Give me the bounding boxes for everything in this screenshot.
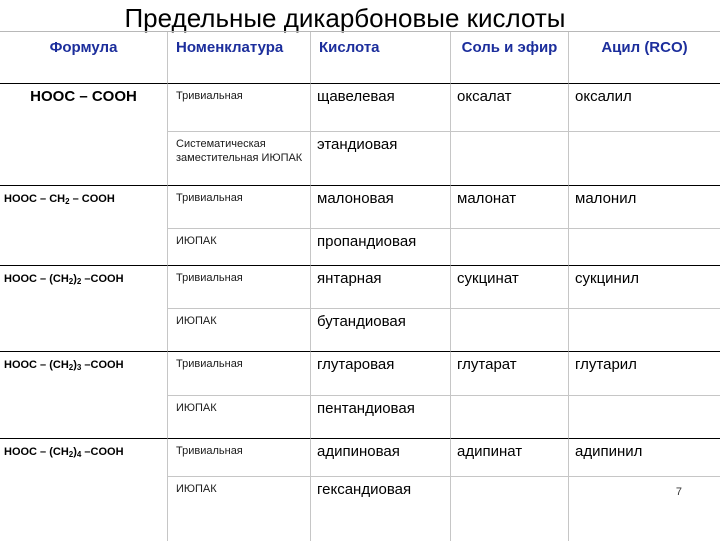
formula-text: HOOC – (CH bbox=[4, 446, 69, 458]
header-acid: Кислота bbox=[311, 32, 451, 84]
formula-cell bbox=[0, 266, 168, 352]
acyl-cell bbox=[569, 309, 720, 352]
formula-subscript: 2 bbox=[76, 277, 82, 286]
formula-text: –COOH bbox=[81, 446, 124, 458]
salt-cell: глутарат bbox=[451, 352, 569, 396]
formula-subscript: 4 bbox=[76, 450, 82, 459]
salt-cell: малонат bbox=[451, 186, 569, 229]
formula-text: ) bbox=[73, 359, 77, 371]
nomenclature-cell: ИЮПАК bbox=[168, 309, 311, 352]
salt-cell bbox=[451, 229, 569, 266]
formula-text: HOOC – COOH bbox=[30, 88, 137, 105]
nomenclature-cell: Тривиальная bbox=[168, 266, 311, 309]
header-acyl: Ацил (RCO) bbox=[569, 32, 720, 84]
formula-text: HOOC – (CH bbox=[4, 273, 69, 285]
formula-text: HOOC – CH bbox=[4, 193, 66, 205]
acyl-cell: адипинил bbox=[569, 439, 720, 477]
acid-cell: бутандиовая bbox=[311, 309, 451, 352]
formula-cell bbox=[0, 84, 168, 186]
acid-cell: глутаровая bbox=[311, 352, 451, 396]
acid-cell: гександиовая bbox=[311, 477, 451, 541]
acid-cell: пентандиовая bbox=[311, 396, 451, 439]
nomenclature-cell: Тривиальная bbox=[168, 439, 311, 477]
acyl-cell: сукцинил bbox=[569, 266, 720, 309]
nomenclature-cell: Тривиальная bbox=[168, 352, 311, 396]
acid-cell: янтарная bbox=[311, 266, 451, 309]
nomenclature-cell: ИЮПАК bbox=[168, 477, 311, 541]
acyl-cell bbox=[569, 132, 720, 186]
header-salt: Соль и эфир bbox=[451, 32, 569, 84]
formula-text: – COOH bbox=[69, 193, 115, 205]
acyl-cell: глутарил bbox=[569, 352, 720, 396]
salt-cell: оксалат bbox=[451, 84, 569, 132]
formula-subscript: 2 bbox=[68, 450, 74, 459]
salt-cell bbox=[451, 396, 569, 439]
acyl-cell bbox=[569, 229, 720, 266]
header-nomenclature: Номенклатура bbox=[168, 32, 311, 84]
acyl-cell bbox=[569, 477, 720, 541]
formula-cell bbox=[0, 186, 168, 266]
formula-text: ) bbox=[73, 273, 77, 285]
formula-subscript: 2 bbox=[68, 363, 74, 372]
acid-cell: этандиовая bbox=[311, 132, 451, 186]
formula-subscript: 2 bbox=[68, 277, 74, 286]
nomenclature-cell: Тривиальная bbox=[168, 186, 311, 229]
formula-subscript: 2 bbox=[65, 197, 70, 206]
acid-cell: пропандиовая bbox=[311, 229, 451, 266]
formula-subscript: 3 bbox=[76, 363, 82, 372]
salt-cell bbox=[451, 309, 569, 352]
page-number: 7 bbox=[675, 486, 682, 498]
acids-table bbox=[0, 31, 720, 541]
acid-cell: малоновая bbox=[311, 186, 451, 229]
nomenclature-cell: Тривиальная bbox=[168, 84, 311, 132]
formula-cell bbox=[0, 439, 168, 541]
salt-cell bbox=[451, 477, 569, 541]
acyl-cell bbox=[569, 396, 720, 439]
nomenclature-cell: Систематическая заместительная ИЮПАК bbox=[168, 132, 311, 186]
formula-text: HOOC – (CH bbox=[4, 359, 69, 371]
formula-cell bbox=[0, 352, 168, 439]
acyl-cell: оксалил bbox=[569, 84, 720, 132]
header-formula: Формула bbox=[0, 32, 168, 84]
slide-title: Предельные дикарбоновые кислоты bbox=[124, 3, 566, 33]
salt-cell bbox=[451, 132, 569, 186]
salt-cell: сукцинат bbox=[451, 266, 569, 309]
salt-cell: адипинат bbox=[451, 439, 569, 477]
nomenclature-cell: ИЮПАК bbox=[168, 229, 311, 266]
nomenclature-cell: ИЮПАК bbox=[168, 396, 311, 439]
formula-text: ) bbox=[73, 446, 77, 458]
acid-cell: щавелевая bbox=[311, 84, 451, 132]
acyl-cell: малонил bbox=[569, 186, 720, 229]
formula-text: –COOH bbox=[81, 359, 124, 371]
formula-text: –COOH bbox=[81, 273, 124, 285]
acid-cell: адипиновая bbox=[311, 439, 451, 477]
